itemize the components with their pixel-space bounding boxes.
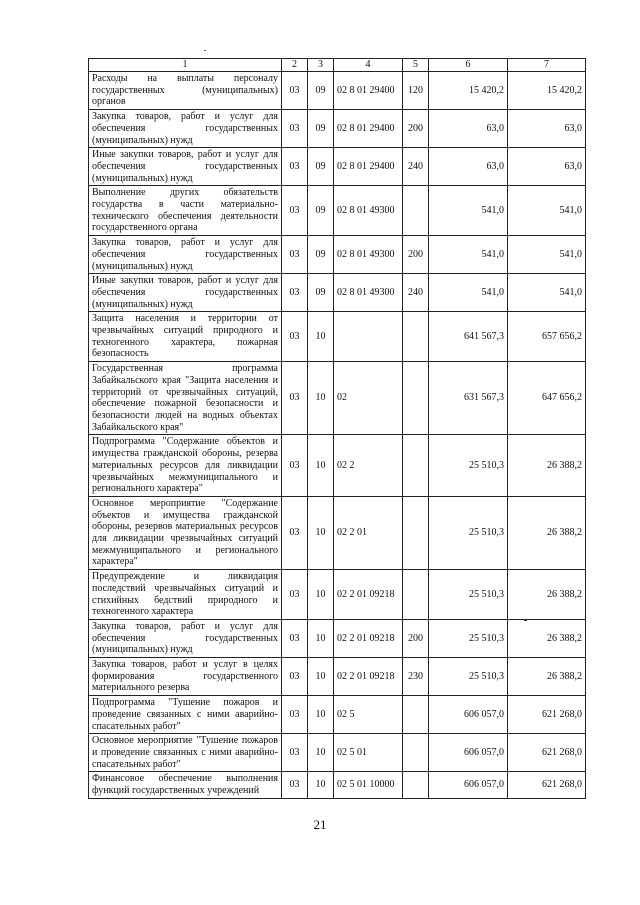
row-amount-1: 631 567,3 (429, 362, 508, 435)
row-target-code (334, 312, 403, 362)
row-name: Иные закупки товаров, работ и услуг для обеспечения государственных (муниципальных) нужд (89, 274, 282, 312)
table-row (89, 658, 586, 696)
row-amount-1: 606 057,0 (429, 772, 508, 798)
row-name: Выполнение других обязательств государства в части материально-технического обеспечения деятельности государственного органа (89, 186, 282, 236)
row-section: 03 (282, 435, 308, 497)
row-subsection: 10 (308, 312, 334, 362)
row-expense-type (403, 772, 429, 798)
row-name: Иные закупки товаров, работ и услуг для обеспечения государственных (муниципальных) нужд (89, 148, 282, 186)
row-target-code: 02 2 (334, 435, 403, 497)
row-name: Основное мероприятие "Содержание объектов и имущества гражданской обороны, резервов материальных ресурсов для ликвидации чрезвычайных ситуаций межмуниципального и регионального характера" (89, 496, 282, 569)
table-row (89, 362, 586, 435)
row-expense-type: 240 (403, 274, 429, 312)
row-section: 03 (282, 734, 308, 772)
column-header-6: 6 (429, 59, 508, 72)
row-expense-type (403, 696, 429, 734)
row-name: Закупка товаров, работ и услуг для обеспечения государственных (муниципальных) нужд (89, 110, 282, 148)
row-name: Финансовое обеспечение выполнения функций государственных учреждений (89, 772, 282, 798)
table-row (89, 148, 586, 186)
row-section: 03 (282, 362, 308, 435)
row-target-code: 02 5 01 (334, 734, 403, 772)
row-amount-1: 641 567,3 (429, 312, 508, 362)
row-subsection: 09 (308, 72, 334, 110)
row-amount-1: 541,0 (429, 236, 508, 274)
row-subsection: 09 (308, 110, 334, 148)
row-amount-2: 26 388,2 (508, 619, 586, 657)
row-section: 03 (282, 312, 308, 362)
row-subsection: 09 (308, 274, 334, 312)
row-subsection: 10 (308, 570, 334, 620)
row-amount-2: 26 388,2 (508, 496, 586, 569)
table-row (89, 734, 586, 772)
table-row (89, 72, 586, 110)
row-target-code: 02 8 01 29400 (334, 72, 403, 110)
row-target-code: 02 2 01 09218 (334, 570, 403, 620)
table-row (89, 312, 586, 362)
row-amount-2: 63,0 (508, 110, 586, 148)
table-row (89, 435, 586, 497)
table-row (89, 110, 586, 148)
row-expense-type (403, 570, 429, 620)
row-section: 03 (282, 619, 308, 657)
table-row (89, 570, 586, 620)
row-name: Расходы на выплаты персоналу государственных (муниципальных) органов (89, 72, 282, 110)
page-number: 21 (313, 817, 327, 832)
row-subsection: 10 (308, 619, 334, 657)
row-section: 03 (282, 570, 308, 620)
row-name: Защита населения и территории от чрезвычайных ситуаций природного и техногенного характера, пожарная безопасность (89, 312, 282, 362)
row-target-code: 02 8 01 29400 (334, 148, 403, 186)
row-expense-type: 200 (403, 236, 429, 274)
row-amount-1: 541,0 (429, 186, 508, 236)
row-target-code: 02 2 01 09218 (334, 658, 403, 696)
row-subsection: 10 (308, 435, 334, 497)
row-amount-1: 25 510,3 (429, 658, 508, 696)
row-section: 03 (282, 772, 308, 798)
row-section: 03 (282, 148, 308, 186)
row-target-code: 02 5 01 10000 (334, 772, 403, 798)
row-name: Подпрограмма "Содержание объектов и имущества гражданской обороны, резерва материальных ресурсов для ликвидации чрезвычайных межмуниципального и регионального характера" (89, 435, 282, 497)
column-header-5: 5 (403, 59, 429, 72)
table-row (89, 772, 586, 798)
row-name: Закупка товаров, работ и услуг для обеспечения государственных (муниципальных) нужд (89, 236, 282, 274)
row-section: 03 (282, 72, 308, 110)
row-section: 03 (282, 496, 308, 569)
table-row (89, 274, 586, 312)
row-target-code: 02 5 (334, 696, 403, 734)
row-section: 03 (282, 696, 308, 734)
row-name: Государственная программа Забайкальского края "Защита населения и территорий от чрезвычайных ситуаций, обеспечение пожарной безопасности и безопасности людей на водных объектах Забайкальского края" (89, 362, 282, 435)
table-row (89, 496, 586, 569)
row-amount-2: 657 656,2 (508, 312, 586, 362)
row-section: 03 (282, 658, 308, 696)
row-section: 03 (282, 274, 308, 312)
row-expense-type (403, 496, 429, 569)
row-name: Предупреждение и ликвидация последствий чрезвычайных ситуаций и стихийных бедствий природного и техногенного характера (89, 570, 282, 620)
row-subsection: 09 (308, 236, 334, 274)
row-amount-1: 25 510,3 (429, 435, 508, 497)
row-subsection: 10 (308, 496, 334, 569)
row-name: Закупка товаров, работ и услуг в целях формирования государственного материального резерва (89, 658, 282, 696)
row-amount-1: 606 057,0 (429, 734, 508, 772)
row-name: Основное мероприятие "Тушение пожаров и проведение связанных с ними аварийно-спасательных работ" (89, 734, 282, 772)
table-row (89, 186, 586, 236)
row-name: Закупка товаров, работ и услуг для обеспечения государственных (муниципальных) нужд (89, 619, 282, 657)
row-subsection: 09 (308, 186, 334, 236)
row-expense-type (403, 312, 429, 362)
column-header-2: 2 (282, 59, 308, 72)
table-row (89, 236, 586, 274)
row-amount-2: 621 268,0 (508, 734, 586, 772)
row-amount-1: 25 510,3 (429, 496, 508, 569)
row-subsection: 10 (308, 362, 334, 435)
row-amount-1: 25 510,3 (429, 619, 508, 657)
column-header-3: 3 (308, 59, 334, 72)
row-target-code: 02 (334, 362, 403, 435)
row-section: 03 (282, 110, 308, 148)
row-target-code: 02 8 01 49300 (334, 186, 403, 236)
row-amount-2: 26 388,2 (508, 658, 586, 696)
row-expense-type (403, 186, 429, 236)
table-row (89, 619, 586, 657)
row-amount-2: 541,0 (508, 186, 586, 236)
row-amount-1: 63,0 (429, 110, 508, 148)
scan-mark (204, 50, 206, 51)
row-target-code: 02 8 01 49300 (334, 236, 403, 274)
row-amount-1: 25 510,3 (429, 570, 508, 620)
row-subsection: 09 (308, 148, 334, 186)
row-subsection: 10 (308, 658, 334, 696)
row-amount-2: 621 268,0 (508, 696, 586, 734)
row-section: 03 (282, 186, 308, 236)
row-amount-2: 647 656,2 (508, 362, 586, 435)
row-target-code: 02 8 01 29400 (334, 110, 403, 148)
row-target-code: 02 2 01 09218 (334, 619, 403, 657)
row-expense-type: 120 (403, 72, 429, 110)
row-amount-2: 541,0 (508, 236, 586, 274)
row-amount-2: 621 268,0 (508, 772, 586, 798)
row-amount-1: 606 057,0 (429, 696, 508, 734)
row-subsection: 10 (308, 734, 334, 772)
row-target-code: 02 2 01 (334, 496, 403, 569)
row-expense-type: 240 (403, 148, 429, 186)
table-row (89, 696, 586, 734)
row-amount-2: 26 388,2 (508, 570, 586, 620)
row-amount-1: 541,0 (429, 274, 508, 312)
column-header-4: 4 (334, 59, 403, 72)
row-expense-type (403, 734, 429, 772)
row-expense-type: 200 (403, 619, 429, 657)
row-name: Подпрограмма "Тушение пожаров и проведение связанных с ними аварийно-спасательных работ" (89, 696, 282, 734)
row-expense-type (403, 435, 429, 497)
row-subsection: 10 (308, 772, 334, 798)
table-header-row (89, 59, 586, 72)
row-expense-type (403, 362, 429, 435)
row-expense-type: 230 (403, 658, 429, 696)
row-target-code: 02 8 01 49300 (334, 274, 403, 312)
scan-mark (524, 619, 527, 621)
row-amount-1: 15 420,2 (429, 72, 508, 110)
row-amount-2: 26 388,2 (508, 435, 586, 497)
row-amount-1: 63,0 (429, 148, 508, 186)
row-section: 03 (282, 236, 308, 274)
column-header-7: 7 (508, 59, 586, 72)
row-expense-type: 200 (403, 110, 429, 148)
row-amount-2: 15 420,2 (508, 72, 586, 110)
column-header-1: 1 (89, 59, 282, 72)
budget-table (88, 58, 586, 799)
row-amount-2: 541,0 (508, 274, 586, 312)
row-amount-2: 63,0 (508, 148, 586, 186)
row-subsection: 10 (308, 696, 334, 734)
